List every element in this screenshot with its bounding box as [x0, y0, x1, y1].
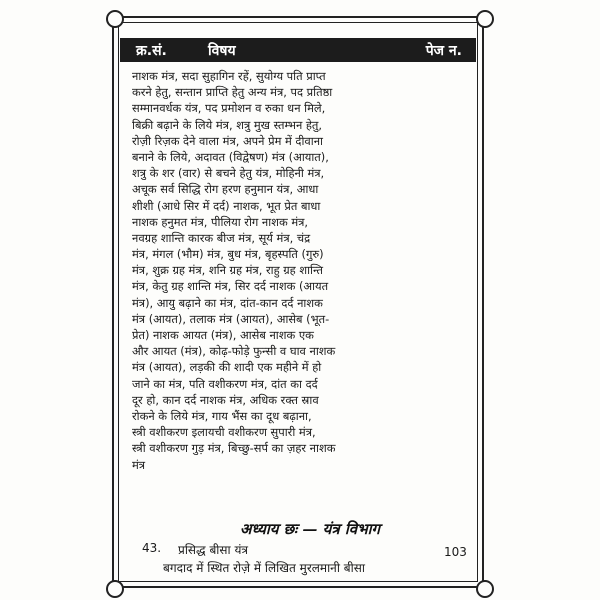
corner-ornament — [476, 580, 494, 598]
contents-line: रोज़ी रिज़क देने वाला मंत्र, अपने प्रेम में दीवाना — [132, 133, 323, 148]
contents-line: मंत्र), आयु बढ़ाने का मंत्र, दांत-कान दर्द नाशक — [132, 295, 323, 310]
entry-title: प्रसिद्ध बीसा यंत्र — [178, 543, 249, 557]
contents-line: और आयत (मंत्र), कोढ़-फोड़े फुन्सी व घाव नाशक — [132, 344, 336, 359]
corner-ornament — [476, 10, 494, 28]
header-subject: विषय — [208, 43, 236, 59]
corner-ornament — [106, 10, 124, 28]
contents-line: रोकने के लिये मंत्र, गाय भैंस का दूध बढ़ाना, — [132, 408, 312, 423]
contents-text — [132, 68, 466, 473]
contents-line: शत्रु के शर (वार) से बचने हेतु यंत्र, मोहिनी मंत्र, — [132, 166, 325, 181]
contents-line: बिक्री बढ़ाने के लिये मंत्र, शत्रु मुख स्तम्भन हेतु, — [132, 117, 323, 132]
entry-subtitle: बगदाद में स्थित रोज़े में लिखित मुरलमानी बीसा — [163, 561, 365, 575]
entry-page-number: 103 — [444, 545, 467, 559]
contents-line: दूर हो, कान दर्द नाशक मंत्र, अधिक रक्त स्राव — [132, 392, 319, 407]
contents-line: शीशी (आधे सिर में दर्द) नाशक, भूत प्रेत बाधा — [132, 198, 321, 213]
contents-line: मंत्र (आयत), तलाक मंत्र (आयत), आसेब (भूत- — [132, 311, 330, 326]
contents-line: नाशक मंत्र, सदा सुहागिन रहें, सुयोग्य पति प्राप्त — [132, 69, 326, 83]
contents-line: मंत्र, शुक्र ग्रह मंत्र, शनि ग्रह मंत्र, राहु ग्रह शान्ति — [132, 263, 323, 278]
contents-line: स्त्री वशीकरण इलायची वशीकरण सुपारी मंत्र, — [132, 425, 316, 440]
contents-line: बनाने के लिये, अदावत (विद्वेषण) मंत्र (आयात), — [132, 149, 329, 164]
contents-line: सम्मानवर्धक यंत्र, पद प्रमोशन व रुका धन मिले, — [132, 101, 326, 116]
contents-line: नवग्रह शान्ति कारक बीज मंत्र, सूर्य मंत्र, चंद्र — [132, 230, 311, 245]
contents-line: स्त्री वशीकरण गुड़ मंत्र, बिच्छु-सर्प का ज़हर नाशक — [132, 441, 336, 456]
contents-line: मंत्र — [132, 457, 146, 472]
table-header — [120, 38, 476, 62]
contents-line: मंत्र, केतु ग्रह शान्ति मंत्र, सिर दर्द नाशक (आयत — [132, 279, 329, 294]
contents-line: करने हेतु, सन्तान प्राप्ति हेतु अन्य मंत्र, पद प्रतिष्ठा — [132, 85, 333, 100]
contents-line: मंत्र, मंगल (भौम) मंत्र, बुध मंत्र, बृहस्पति (गुरु) — [132, 247, 324, 262]
corner-ornament — [106, 580, 124, 598]
header-serial-no: क्र.सं. — [136, 43, 167, 59]
contents-line: मंत्र (आयत), लड़की की शादी एक महीने में हो — [132, 360, 322, 375]
contents-line: प्रेत) नाशक आयत (मंत्र), आसेब नाशक एक — [132, 328, 314, 342]
contents-line: जाने का मंत्र, पति वशीकरण मंत्र, दांत का दर्द — [132, 376, 318, 391]
header-page-no: पेज न. — [425, 43, 462, 59]
chapter-heading: अध्याय छः — यंत्र विभाग — [240, 520, 380, 538]
contents-line: नाशक हनुमत मंत्र, पीलिया रोग नाशक मंत्र, — [132, 214, 309, 229]
entry-number: 43. — [142, 541, 162, 555]
contents-line: अचूक सर्व सिद्धि रोग हरण हनुमान यंत्र, आधा — [132, 182, 319, 197]
